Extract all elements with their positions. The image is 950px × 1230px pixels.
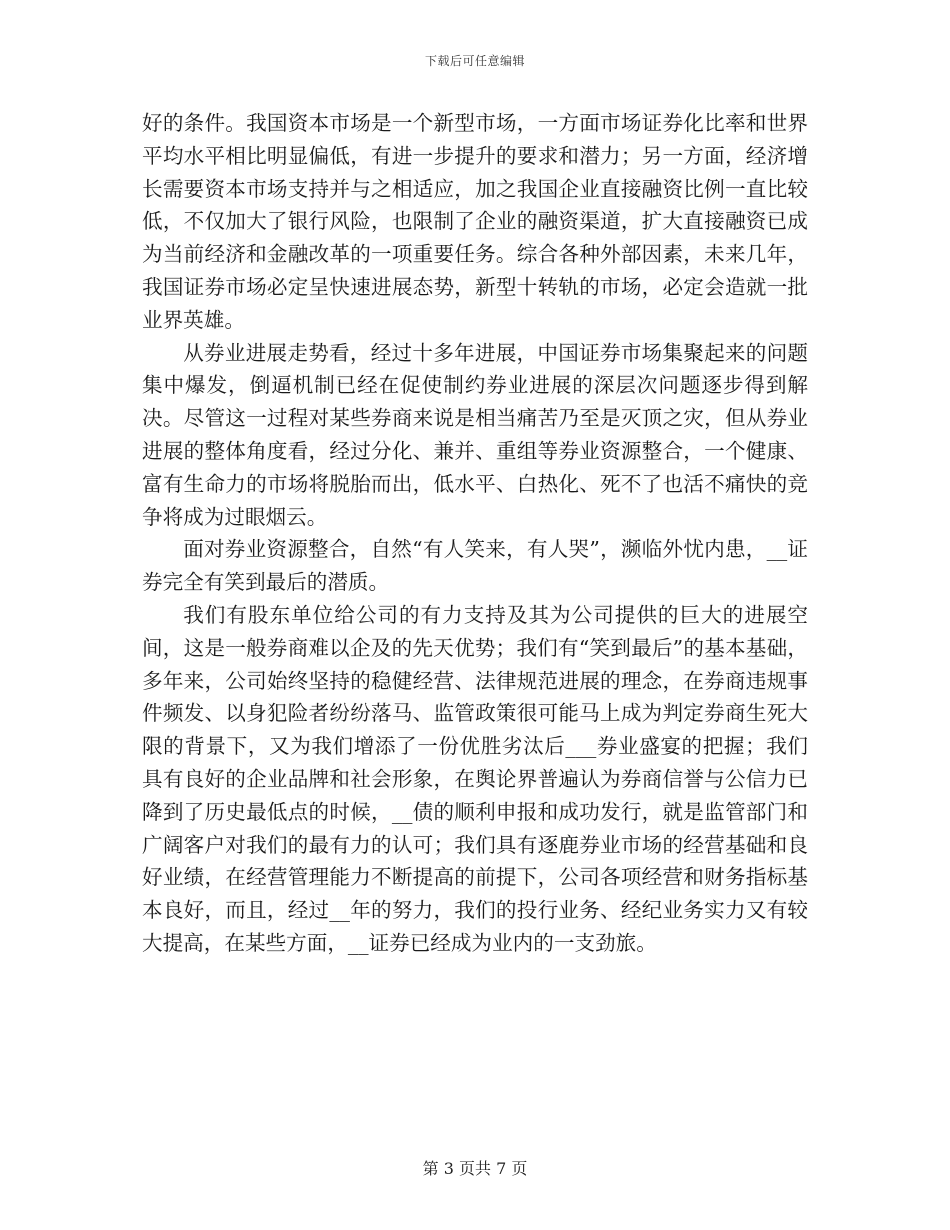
page-header: 下载后可任意编辑: [424, 54, 525, 68]
paragraph-4: 我们有股东单位给公司的有力支持及其为公司提供的巨大的进展空间，这是一般券商难以企及的先天优势；我们有“笑到最后”的基本基础，多年来，公司始终坚持的稳健经营、法律规范进展的理念，在券商违规事件频发、以身犯险者纷纷落马、监管政策很可能马上成为判定券商生死大限的背景下，又为我们增添了一份优胜劣汰后___券业盛宴的把握；我们具有良好的企业品牌和社会形象，在舆论界普遍认为券商信誉与公信力已降到了历史最低点的时候，__债的顺利申报和成功发行，就是监管部门和广阔客户对我们的最有力的认可；我们具有逐鹿券业市场的经营基础和良好业绩，在经营管理能力不断提高的前提下，公司各项经营和财务指标基本良好，而且，经过__年的努力，我们的投行业务、经纪业务实力又有较大提高，在某些方面，__证券已经成为业内的一支劲旅。: [142, 602, 808, 955]
paragraph-1: 好的条件。我国资本市场是一个新型市场，一方面市场证券化比率和世界平均水平相比明显偏低，有进一步提升的要求和潜力；另一方面，经济增长需要资本市场支持并与之相适应，加之我国企业直接融资比例一直比较低，不仅加大了银行风险，也限制了企业的融资渠道，扩大直接融资已成为当前经济和金融改革的一项重要任务。综合各种外部因素，未来几年，我国证券市场必定呈快速进展态势，新型十转轨的市场，必定会造就一批业界英雄。: [142, 111, 808, 332]
paragraph-3: 面对券业资源整合，自然“有人笑来，有人哭”，濒临外忧内患，__证券完全有笑到最后的潜质。: [142, 537, 808, 595]
page-footer: 第 3 页共 7 页: [422, 1159, 528, 1178]
document-body: [142, 107, 808, 960]
paragraph-2: 从券业进展走势看，经过十多年进展，中国证券市场集聚起来的问题集中爆发，倒逼机制已经在促使制约券业进展的深层次问题逐步得到解决。尽管这一过程对某些券商来说是相当痛苦乃至是灭顶之灾，但从券业进展的整体角度看，经过分化、兼并、重组等券业资源整合，一个健康、富有生命力的市场将脱胎而出，低水平、白热化、死不了也活不痛快的竞争将成为过眼烟云。: [142, 340, 808, 529]
